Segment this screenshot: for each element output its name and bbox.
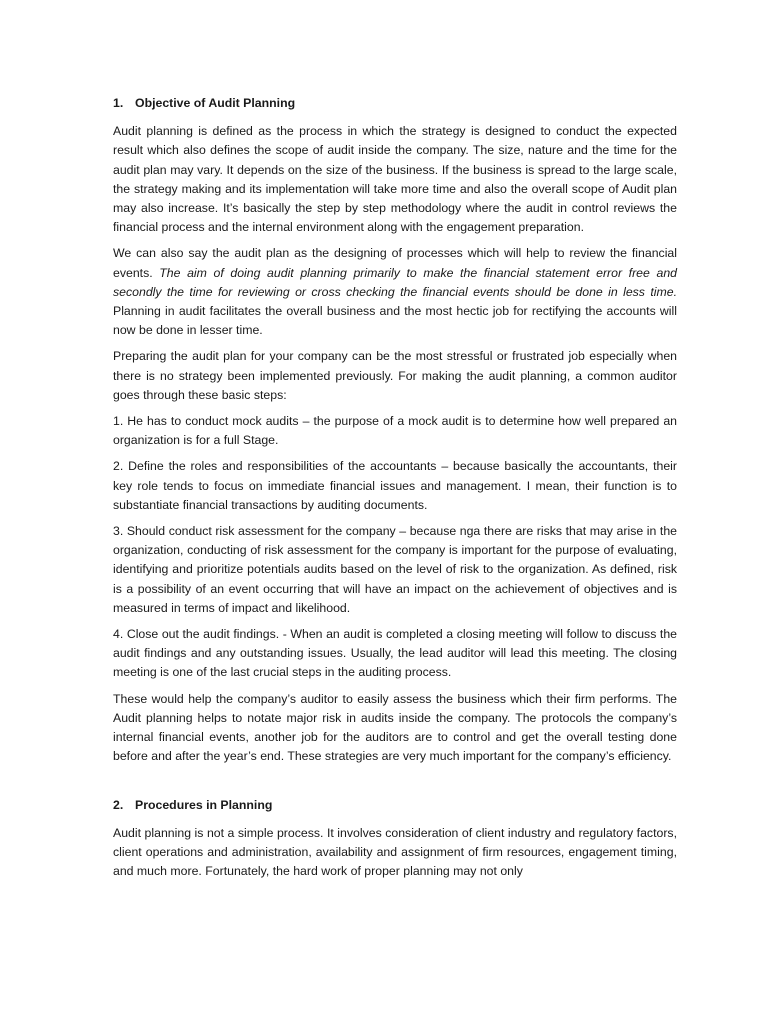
section-heading-objective [113,94,677,113]
paragraph-text: Planning in audit facilitates the overall business and the most hectic job for rectifying the accounts will now be done in lesser time. [113,304,677,338]
section-heading-procedures [113,796,677,815]
section-title: Procedures in Planning [135,797,273,812]
step-item: 1. He has to conduct mock audits – the purpose of a mock audit is to determine how well prepared an organization is for a full Stage. [113,414,677,448]
section-number: 1. [113,96,124,110]
italic-text: The aim of doing audit planning primarily to make the financial statement error free and secondly the time for reviewing or cross checking the financial events should be done in less time. [113,265,677,299]
step-item: 3. Should conduct risk assessment for the company – because nga there are risks that may arise in the organization, conducting of risk assessment for the company is important for the purpose of evaluating, identifying and prioritize potentials audits based on the level of risk to the organization. As defined, risk is a possibility of an event occurring that will have an impact on the achievement of objectives and is measured in terms of impact and likelihood. [113,524,677,615]
paragraph: These would help the company’s auditor to easily assess the business which their firm performs. The Audit planning helps to notate major risk in audits inside the company. The protocols the company’s internal financial events, another job for the auditors are to control and get the overall testing done before and after the year’s end. These strategies are very much important for the company’s efficiency. [113,691,677,764]
paragraph: Preparing the audit plan for your company can be the most stressful or frustrated job especially when there is no strategy been implemented previously. For making the audit planning, a common auditor goes through these basic steps: [113,349,677,402]
paragraph: Audit planning is not a simple process. It involves consideration of client industry and regulatory factors, client operations and administration, availability and assignment of firm resources, engagement timing, and much more. Fortunately, the hard work of proper planning may not only [113,825,677,879]
paragraph-text: We can also say the audit plan as the designing of processes which will help to review the financial events. [113,246,677,280]
paragraph: Audit planning is defined as the process in which the strategy is designed to conduct the expected result which also defines the scope of audit inside the company. The size, nature and the time for the audit plan may vary. It depends on the size of the business. If the business is spread to the large scale, the strategy making and its implementation will take more time and also the overall scope of Audit plan may also increase. It’s basically the step by step methodology where the audit in control reviews the financial process and the internal environment along with the engagement preparation. [113,124,677,235]
section-number: 2. [113,797,124,812]
step-item: 4. Close out the audit findings. - When an audit is completed a closing meeting will follow to discuss the audit findings and any outstanding issues. Usually, the lead auditor will lead this meeting. The closing meeting is one of the last crucial steps in the auditing process. [113,627,677,680]
section-title: Objective of Audit Planning [135,96,296,110]
paragraph-with-emphasis [113,244,677,340]
step-item: 2. Define the roles and responsibilities of the accountants – because basically the accountants, their key role tends to focus on immediate financial issues and management. I mean, their function is to substantiate financial transactions by auditing documents. [113,459,677,512]
document-body [113,94,677,888]
section-spacer [113,774,677,796]
